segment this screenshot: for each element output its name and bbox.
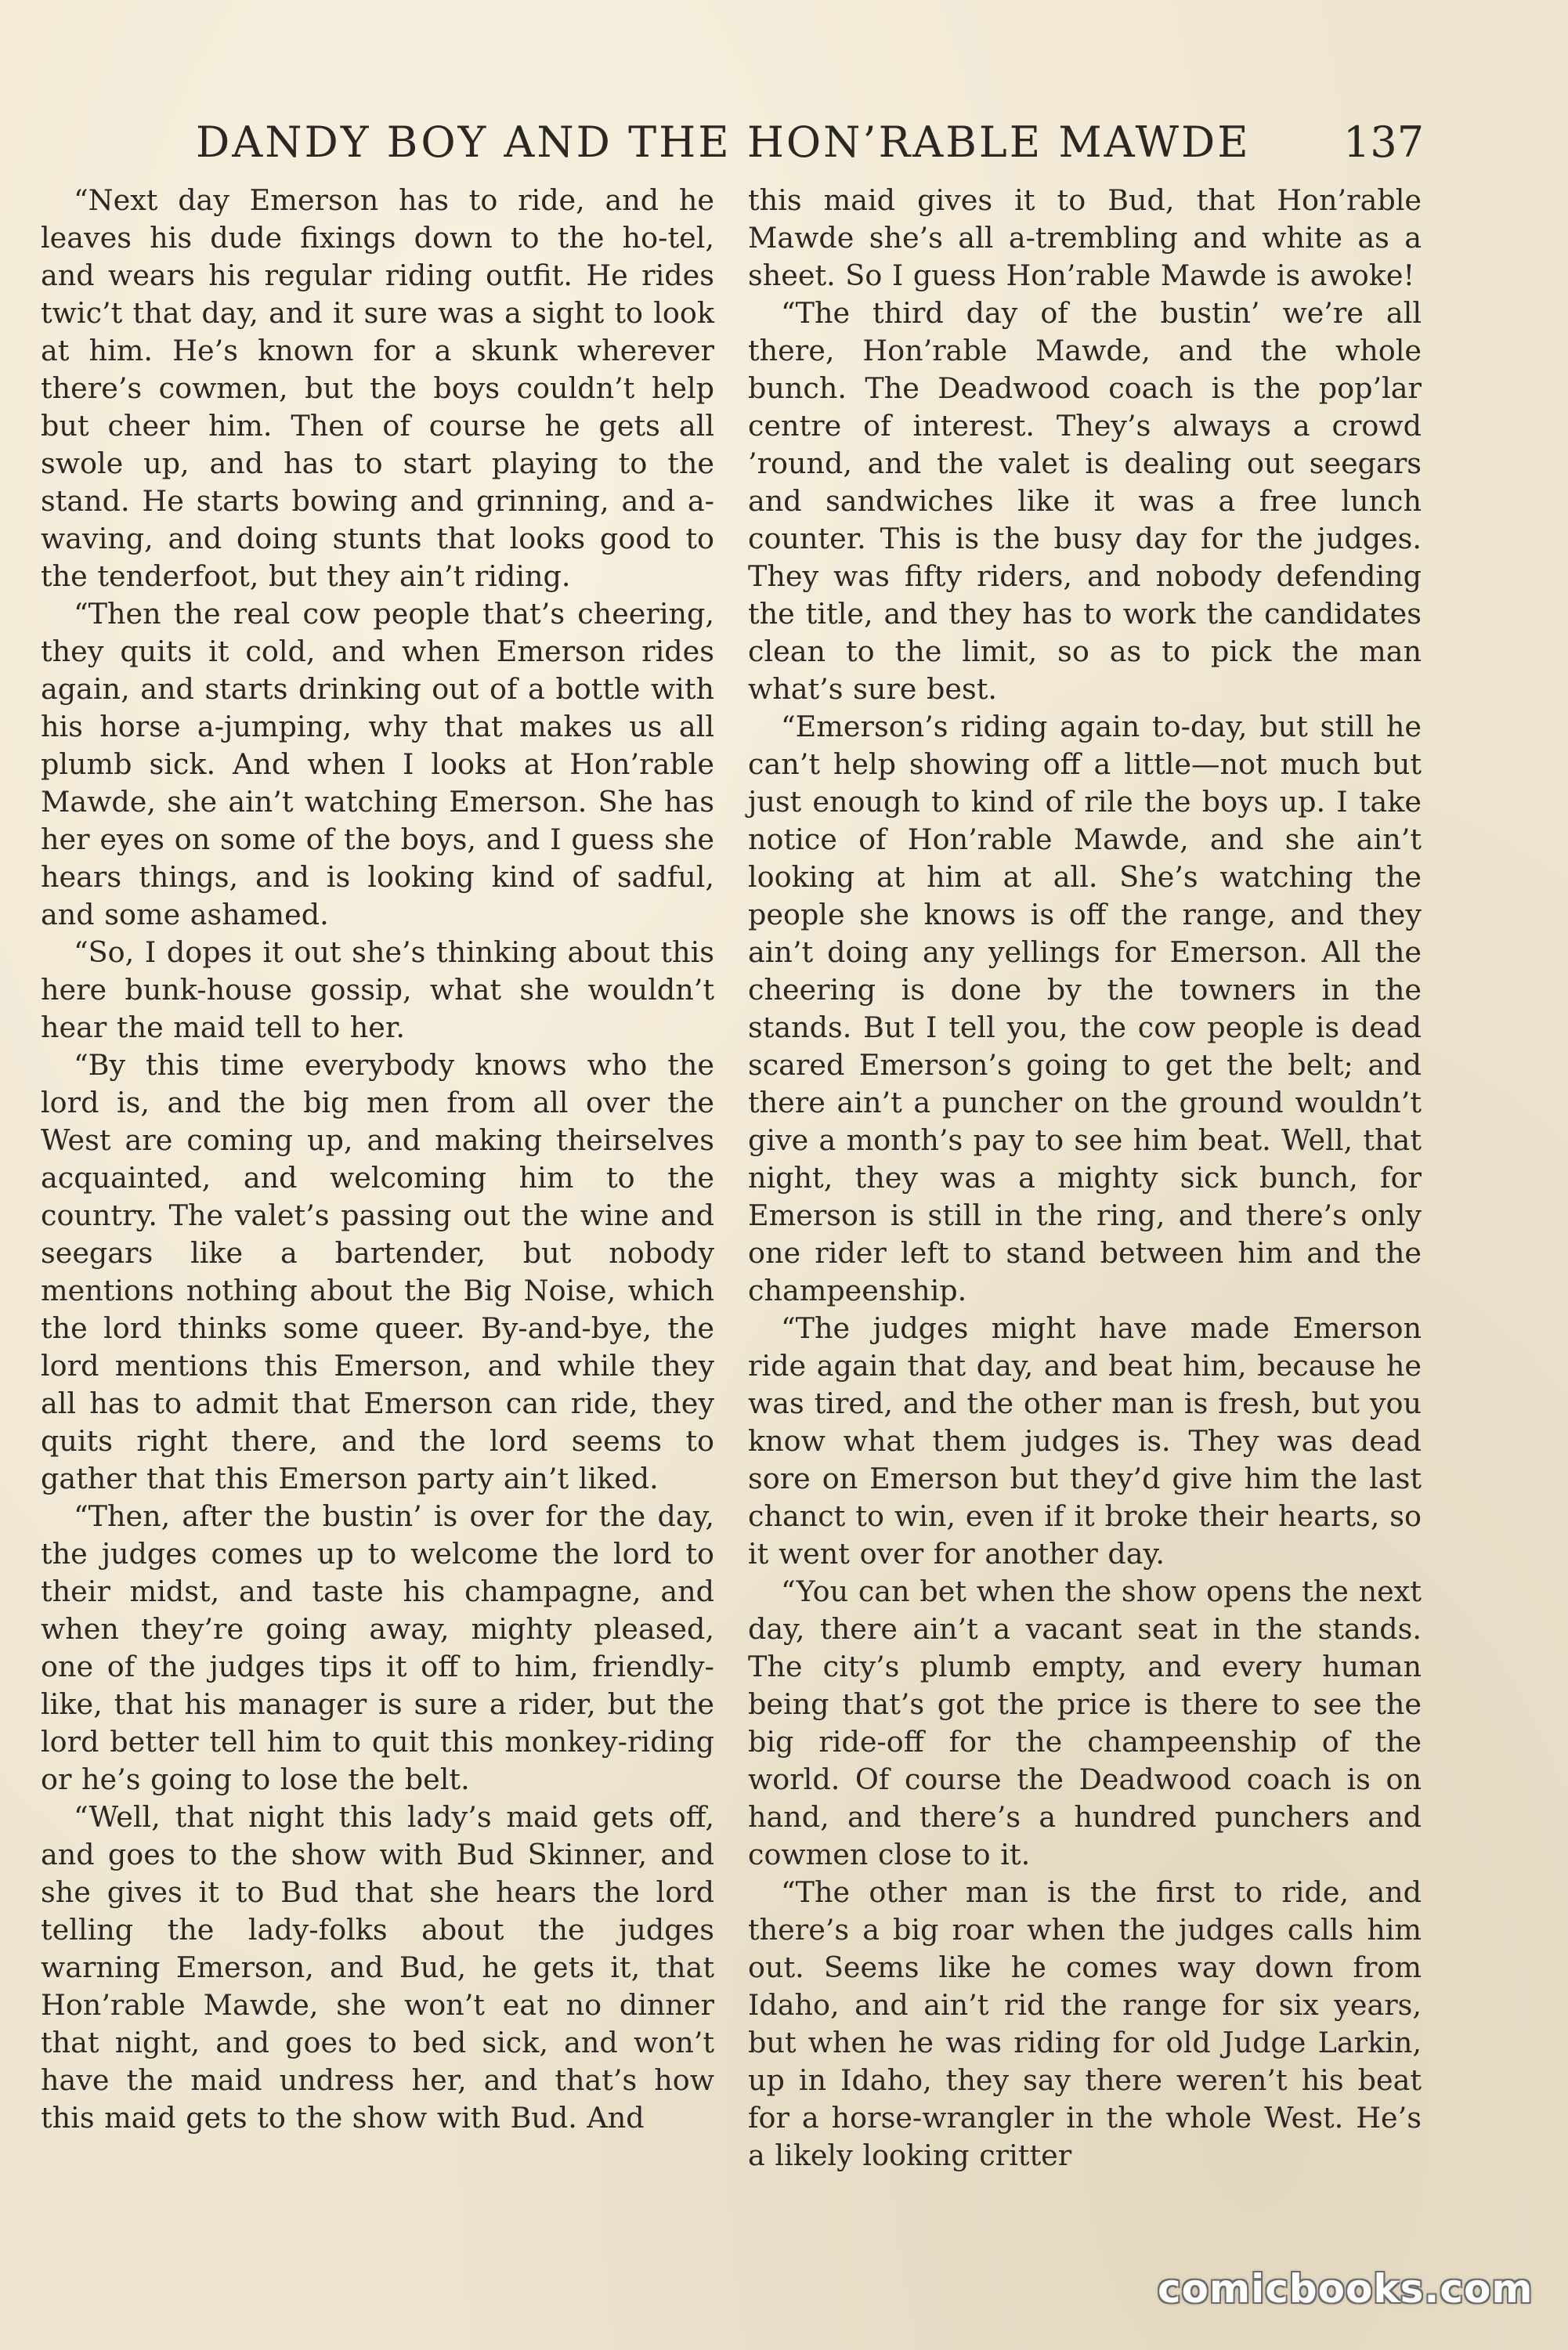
right-column	[748, 182, 1422, 2175]
paragraph: “The third day of the bustin’ we’re all there, Hon’rable Mawde, and the whole bunch. The Deadwood coach is the pop’lar centre of interest. They’s always a crowd ’round, and the valet is dealing out seegars and sandwiches like it was a free lunch counter. This is the busy day for the judges. They was fifty riders, and nobody defending the title, and they has to work the candidates clean to the limit, so as to pick the man what’s sure best.	[748, 296, 1422, 706]
paragraph: “Then, after the bustin’ is over for the day, the judges comes up to welcome the lord to their midst, and taste his champagne, and when they’re going away, mighty pleased, one of the judges tips it off to him, friendly-like, that his manager is sure a rider, but the lord better tell him to quit this monkey-riding or he’s going to lose the belt.	[41, 1499, 714, 1796]
site-watermark: comicbooks.com	[1158, 2266, 1534, 2312]
page-header	[0, 118, 1568, 172]
paragraph: “The judges might have made Emerson ride again that day, and beat him, because he was tired, and the other man is fresh, but you know what them judges is. They was dead sore on Emerson but they’d give him the last chanct to win, even if it broke their hearts, so it went over for another day.	[748, 1311, 1422, 1571]
page-number: 137	[1343, 118, 1425, 167]
paragraph: “Emerson’s riding again to-day, but still he can’t help showing off a little—not much but just enough to kind of rile the boys up. I take notice of Hon’rable Mawde, and she ain’t looking at him at all. She’s watching the people she knows is off the range, and they ain’t doing any yellings for Emerson. All the cheering is done by the towners in the stands. But I tell you, the cow people is dead scared Emerson’s going to get the belt; and there ain’t a puncher on the ground wouldn’t give a month’s pay to see him beat. Well, that night, they was a mighty sick bunch, for Emerson is still in the ring, and there’s only one rider left to stand between him and the champeenship.	[748, 710, 1422, 1307]
paragraph: “By this time everybody knows who the lord is, and the big men from all over the West are coming up, and making theirselves acquainted, and welcoming him to the country. The valet’s passing out the wine and seegars like a bartender, but nobody mentions nothing about the Big Noise, which the lord thinks some queer. By-and-bye, the lord mentions this Emerson, and while they all has to admit that Emerson can ride, they quits right there, and the lord seems to gather that this Emerson party ain’t liked.	[41, 1048, 714, 1495]
paragraph: “Well, that night this lady’s maid gets off, and goes to the show with Bud Skinner, and she gives it to Bud that she hears the lord telling the lady-folks about the judges warning Emerson, and Bud, he gets it, that Hon’rable Mawde, she won’t eat no dinner that night, and goes to bed sick, and won’t have the maid undress her, and that’s how this maid gets to the show with Bud. And	[41, 1800, 714, 2135]
paragraph: “The other man is the first to ride, and there’s a big roar when the judges calls him out. Seems like he comes way down from Idaho, and ain’t rid the range for six years, but when he was riding for old Judge Larkin, up in Idaho, they say there weren’t his beat for a horse-wrangler in the whole West. He’s a likely looking critter	[748, 1875, 1422, 2172]
paragraph: “So, I dopes it out she’s thinking about this here bunk-house gossip, what she wouldn’t hear the maid tell to her.	[41, 935, 714, 1044]
paragraph: “Next day Emerson has to ride, and he leaves his dude fixings down to the ho-tel, and wears his regular riding outfit. He rides twic’t that day, and it sure was a sight to look at him. He’s known for a skunk wherever there’s cowmen, but the boys couldn’t help but cheer him. Then of course he gets all swole up, and has to start playing to the stand. He starts bowing and grinning, and a-waving, and doing stunts that looks good to the tenderfoot, but they ain’t riding.	[41, 183, 714, 593]
left-column	[41, 182, 714, 2137]
running-title: DANDY BOY AND THE HON’RABLE MAWDE	[196, 118, 1251, 167]
paragraph: “Then the real cow people that’s cheering, they quits it cold, and when Emerson rides again, and starts drinking out of a bottle with his horse a-jumping, why that makes us all plumb sick. And when I looks at Hon’rable Mawde, she ain’t watching Emerson. She has her eyes on some of the boys, and I guess she hears things, and is looking kind of sadful, and some ashamed.	[41, 597, 714, 931]
paragraph: “You can bet when the show opens the next day, there ain’t a vacant seat in the stands. The city’s plumb empty, and every human being that’s got the price is there to see the big ride-off for the champeenship of the world. Of course the Deadwood coach is on hand, and there’s a hundred punchers and cowmen close to it.	[748, 1574, 1422, 1871]
paragraph-continuation: this maid gives it to Bud, that Hon’rable Mawde she’s all a-trembling and white as a sheet. So I guess Hon’rable Mawde is awoke!	[748, 183, 1422, 292]
